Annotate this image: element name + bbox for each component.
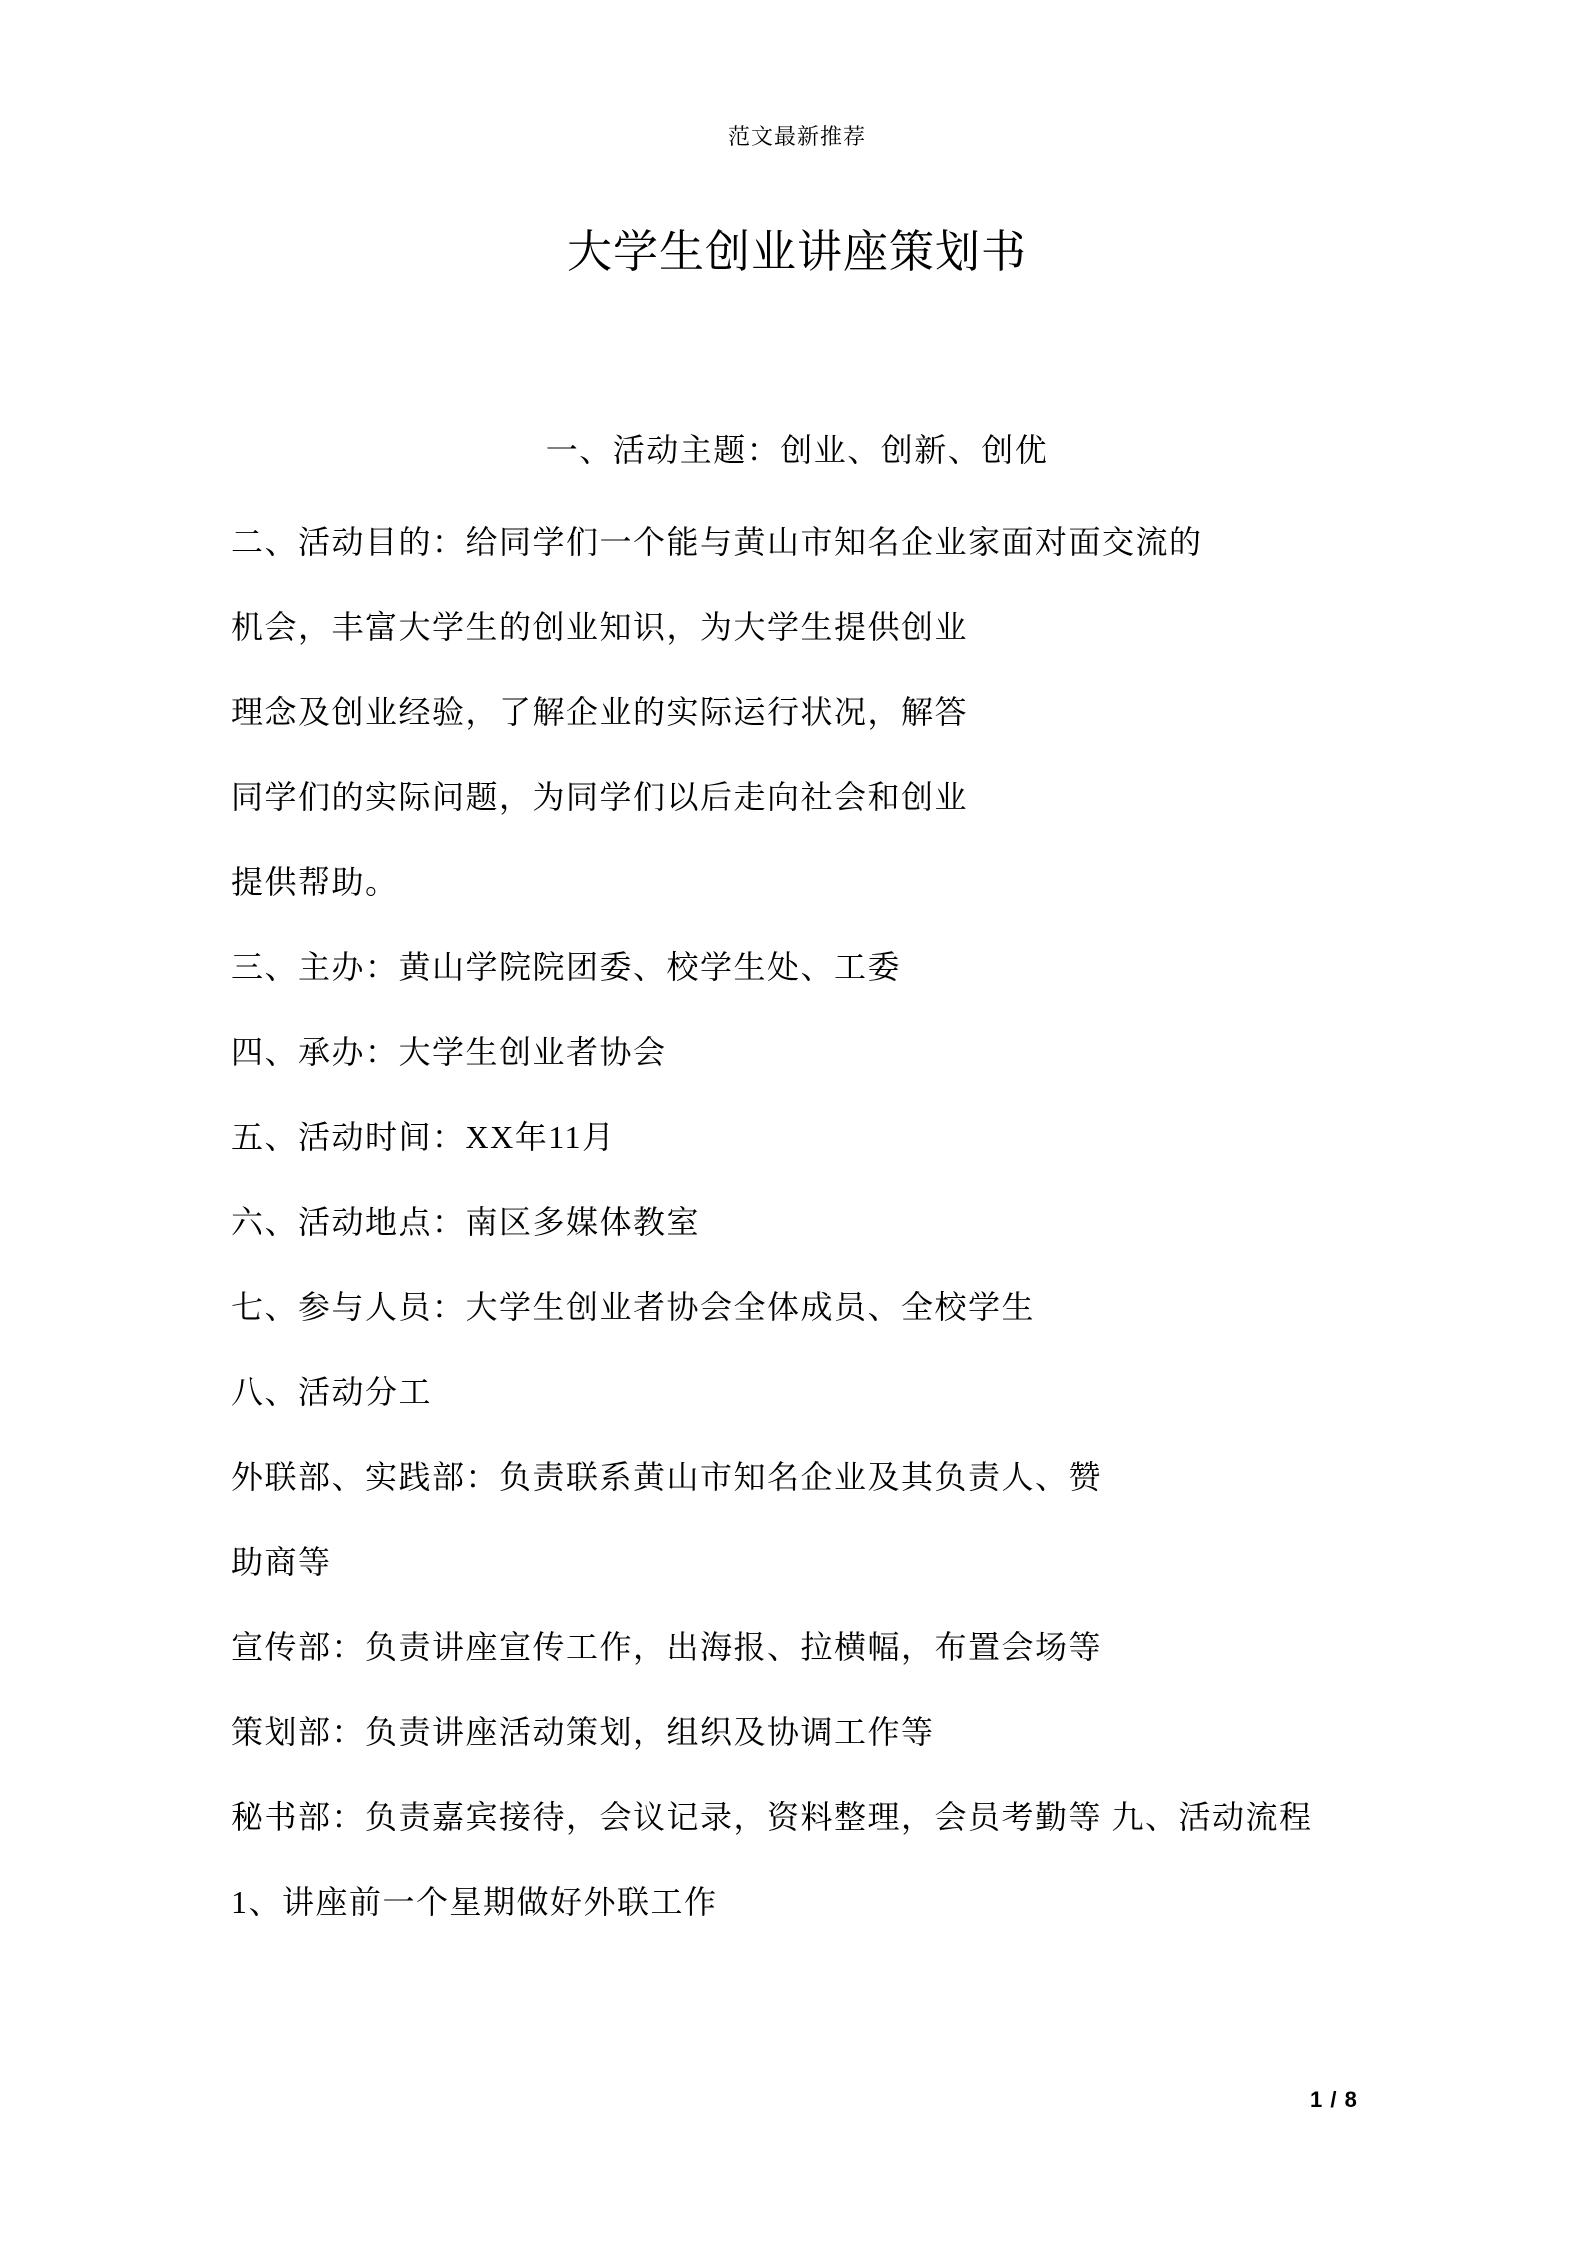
body-line: 六、活动地点：南区多媒体教室 <box>231 1204 701 1240</box>
body-line: 机会，丰富大学生的创业知识，为大学生提供创业 <box>231 609 969 645</box>
body-line: 二、活动目的：给同学们一个能与黄山市知名企业家面对面交流的 <box>231 524 1203 560</box>
page-header-label: 范文最新推荐 <box>727 124 866 149</box>
body-line: 八、活动分工 <box>231 1374 433 1410</box>
body-lines <box>231 500 1444 1945</box>
document-title: 大学生创业讲座策划书 <box>566 227 1027 277</box>
body-line: 宣传部：负责讲座宣传工作，出海报、拉横幅，布置会场等 <box>231 1629 1103 1665</box>
body-line: 外联部、实践部：负责联系黄山市知名企业及其负责人、赞 <box>231 1459 1103 1495</box>
body-line: 同学们的实际问题，为同学们以后走向社会和创业 <box>231 779 969 815</box>
body-line: 四、承办：大学生创业者协会 <box>231 1034 667 1070</box>
body-line: 七、参与人员：大学生创业者协会全体成员、全校学生 <box>231 1289 1036 1325</box>
body-line: 1、讲座前一个星期做好外联工作 <box>231 1884 718 1920</box>
body-line: 提供帮助。 <box>231 864 399 900</box>
subject-line: 一、活动主题：创业、创新、创优 <box>545 432 1049 468</box>
body-line: 助商等 <box>231 1544 332 1580</box>
body-line: 理念及创业经验，了解企业的实际运行状况，解答 <box>231 694 969 730</box>
body-line: 三、主办：黄山学院院团委、校学生处、工委 <box>231 949 902 985</box>
body-line: 五、活动时间：XX年11月 <box>231 1119 616 1155</box>
body-line: 策划部：负责讲座活动策划，组织及协调工作等 <box>231 1714 935 1750</box>
body-line: 秘书部：负责嘉宾接待，会议记录，资料整理，会员考勤等 九、活动流程 <box>231 1799 1313 1835</box>
page-number: 1 / 8 <box>1310 2087 1358 2112</box>
